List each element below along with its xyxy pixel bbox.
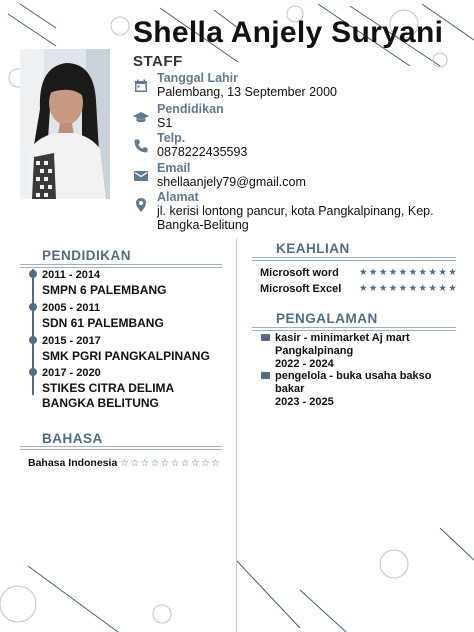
contact-email (133, 161, 306, 189)
skill-name: Microsoft Excel (260, 283, 342, 295)
education-years: 2005 - 2011 (42, 302, 101, 314)
education-school: SMK PGRI PANGKALPINANG (42, 349, 210, 363)
contact-phone (133, 131, 247, 159)
email-icon (133, 168, 149, 184)
timeline-dot (29, 303, 37, 311)
education-years: 2011 - 2014 (42, 269, 101, 281)
education-item (42, 302, 164, 331)
contact-value: jl. kerisi lontong pancur, kota Pangkalpinang, Kep. (157, 204, 434, 218)
language-rating: ☆☆☆☆☆☆☆☆☆☆ (120, 458, 222, 469)
language-item (28, 457, 221, 469)
briefcase-icon (261, 334, 270, 341)
contact-label: Email (157, 161, 191, 175)
contact-label: Alamat (157, 190, 199, 204)
experience-role: kasir - minimarket Aj mart (275, 332, 410, 344)
location-pin-icon (133, 197, 149, 213)
education-years: 2015 - 2017 (42, 335, 101, 347)
education-item (42, 367, 174, 411)
contact-value: shellaanjely79@gmail.com (157, 175, 306, 189)
job-title: STAFF (133, 53, 183, 70)
education-school: BANGKA BELITUNG (42, 396, 159, 410)
skill-rating: ★★★★★★★★★★ (359, 267, 459, 278)
column-divider (236, 238, 237, 632)
skill-rating: ★★★★★★★★★★ (359, 283, 459, 294)
section-rule (20, 446, 222, 450)
education-years: 2017 - 2020 (42, 367, 101, 379)
experience-place: bakar (275, 383, 305, 395)
language-section-title: BAHASA (42, 431, 103, 446)
experience-place: Pangkalpinang (275, 345, 354, 357)
skills-section-title: KEAHLIAN (276, 241, 350, 256)
contact-education (133, 102, 224, 130)
section-rule (252, 257, 456, 261)
experience-years: 2023 - 2025 (275, 396, 334, 408)
calendar-icon (133, 78, 149, 94)
briefcase-icon (261, 372, 270, 379)
education-school: SMPN 6 PALEMBANG (42, 283, 167, 297)
education-school: STIKES CITRA DELIMA (42, 381, 175, 395)
contact-birth (133, 71, 337, 99)
graduation-cap-icon (133, 109, 149, 125)
contact-value: Palembang, 13 September 2000 (157, 85, 337, 99)
language-name: Bahasa Indonesia (28, 457, 118, 469)
timeline-line (32, 269, 34, 395)
contact-value: 0878222435593 (157, 145, 248, 159)
experience-section-title: PENGALAMAN (276, 311, 378, 326)
skill-name: Microsoft word (260, 267, 339, 279)
education-section-title: PENDIDIKAN (42, 248, 132, 263)
education-school: SDN 61 PALEMBANG (42, 316, 164, 330)
section-rule (20, 264, 222, 268)
timeline-dot (29, 270, 37, 278)
section-rule (252, 327, 456, 331)
contact-value: Bangka-Belitung (157, 218, 249, 232)
education-item (42, 269, 166, 298)
contact-label: Pendidikan (157, 102, 224, 116)
contact-label: Telp. (157, 131, 186, 145)
contact-value: S1 (157, 116, 173, 130)
experience-years: 2022 - 2024 (275, 358, 334, 370)
contact-address (133, 190, 434, 232)
education-item (42, 335, 210, 364)
full-name: Shella Anjely Suryani (133, 16, 444, 49)
experience-item (261, 370, 432, 409)
phone-icon (133, 138, 149, 154)
timeline-dot (29, 336, 37, 344)
contact-label: Tanggal Lahir (157, 71, 239, 85)
experience-role: pengelola - buka usaha bakso (275, 370, 432, 382)
profile-photo (20, 49, 110, 199)
timeline-dot (29, 368, 37, 376)
experience-item (261, 332, 410, 371)
